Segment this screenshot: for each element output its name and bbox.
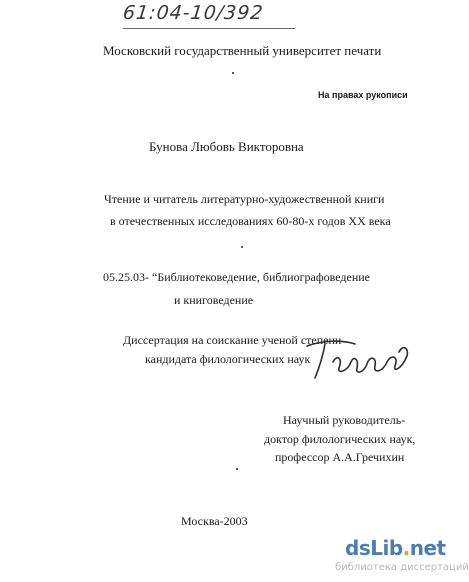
logo-main: dsLib [345,536,403,560]
dslib-subtitle: библиотека диссертаций [335,562,469,573]
scan-speck [236,468,238,470]
archive-number-underline [123,28,295,29]
handwritten-signature [303,334,413,382]
thesis-title-line-1: Чтение и читатель литературно-художественной книги [104,192,385,206]
supervisor-name: профессор А.А.Гречихин [275,450,405,464]
supervisor-degree: доктор филологических наук, [264,432,416,446]
logo-tld: net [409,536,446,560]
specialty-line-2: и книговедение [174,293,254,307]
dslib-logo [345,536,446,560]
handwritten-archive-number: 61:04-10/392 [121,2,265,24]
rights-notice: На правах рукописи [318,90,408,100]
supervisor-role: Научный руководитель- [283,413,406,427]
city-year: Москва-2003 [181,514,248,528]
scan-speck [232,72,234,74]
dissertation-degree-line-1: Диссертация на соискание ученой степени [123,333,342,347]
specialty-line-1: 05.25.03- “Библиотековедение, библиографоведение [103,270,370,284]
logo-dot: . [402,536,410,560]
author-name: Бунова Любовь Викторовна [149,139,304,154]
thesis-title-line-2: в отечественных исследованиях 60-80-х годов XX века [110,214,391,228]
scan-speck [241,246,243,248]
dissertation-degree-line-2: кандидата филологических наук [145,352,311,366]
university-name: Московский государственный университет печати [103,43,382,58]
